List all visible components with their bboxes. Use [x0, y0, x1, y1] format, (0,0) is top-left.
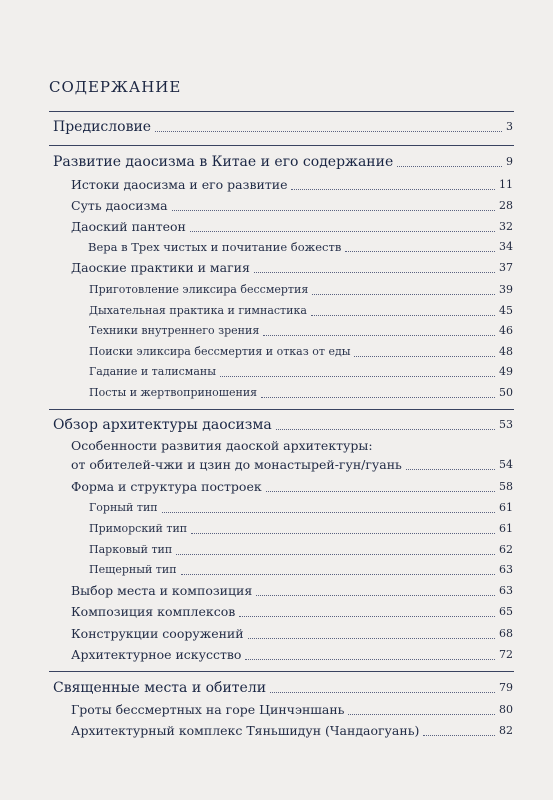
- toc-entry-features-line2[interactable]: от обителей-чжи и цзин до монастырей-гун/гуань 54: [71, 457, 513, 472]
- toc-entry-origins[interactable]: Истоки даосизма и его развитие 11: [71, 177, 513, 192]
- toc-entry-mountain[interactable]: Горный тип 61: [89, 501, 513, 514]
- section-divider: [49, 671, 514, 672]
- toc-entry-cave[interactable]: Пещерный тип 63: [89, 563, 513, 576]
- toc-entry-architecture[interactable]: Обзор архитектуры даосизма 53: [53, 417, 513, 433]
- toc-entry-sacred[interactable]: Священные места и обители 79: [53, 680, 513, 696]
- toc-entry-pantheon[interactable]: Даоский пантеон 32: [71, 219, 513, 234]
- toc-entry-park[interactable]: Парковый тип 62: [89, 543, 513, 556]
- toc-entry-preface[interactable]: Предисловие 3: [53, 119, 513, 135]
- toc-entry-constructions[interactable]: Конструкции сооружений 68: [71, 626, 513, 641]
- page-title: СОДЕРЖАНИЕ: [49, 78, 182, 96]
- toc-entry-seaside[interactable]: Приморский тип 61: [89, 522, 513, 535]
- toc-entry-form[interactable]: Форма и структура построек 58: [71, 479, 513, 494]
- toc-entry-development[interactable]: Развитие даосизма в Китае и его содержание 9: [53, 154, 513, 170]
- section-divider: [49, 409, 514, 410]
- section-divider: [49, 145, 514, 146]
- toc-entry-divination[interactable]: Гадание и талисманы 49: [89, 365, 513, 378]
- toc-entry-grottoes[interactable]: Гроты бессмертных на горе Цинчэншань 80: [71, 702, 513, 717]
- toc-entry-art[interactable]: Архитектурное искусство 72: [71, 647, 513, 662]
- toc-entry-practices[interactable]: Даоские практики и магия 37: [71, 260, 513, 275]
- toc-entry-features-line1[interactable]: Особенности развития даоской архитектуры:: [71, 438, 373, 453]
- section-divider: [49, 111, 514, 112]
- toc-entry-site[interactable]: Выбор места и композиция 63: [71, 583, 513, 598]
- toc-entry-breathing[interactable]: Дыхательная практика и гимнастика 45: [89, 304, 513, 317]
- toc-entry-complex-comp[interactable]: Композиция комплексов 65: [71, 604, 513, 619]
- toc-entry-fasting[interactable]: Посты и жертвоприношения 50: [89, 386, 513, 399]
- toc-entry-elixir-search[interactable]: Поиски эликсира бессмертия и отказ от еды 48: [89, 345, 513, 358]
- toc-entry-inner-vision[interactable]: Техники внутреннего зрения 46: [89, 324, 513, 337]
- toc-entry-tianshidong[interactable]: Архитектурный комплекс Тяньшидун (Чандаогуань) 82: [71, 723, 513, 738]
- toc-entry-three-pure[interactable]: Вера в Трех чистых и почитание божеств 34: [88, 240, 513, 254]
- toc-entry-elixir-prep[interactable]: Приготовление эликсира бессмертия 39: [89, 283, 513, 296]
- toc-entry-essence[interactable]: Суть даосизма 28: [71, 198, 513, 213]
